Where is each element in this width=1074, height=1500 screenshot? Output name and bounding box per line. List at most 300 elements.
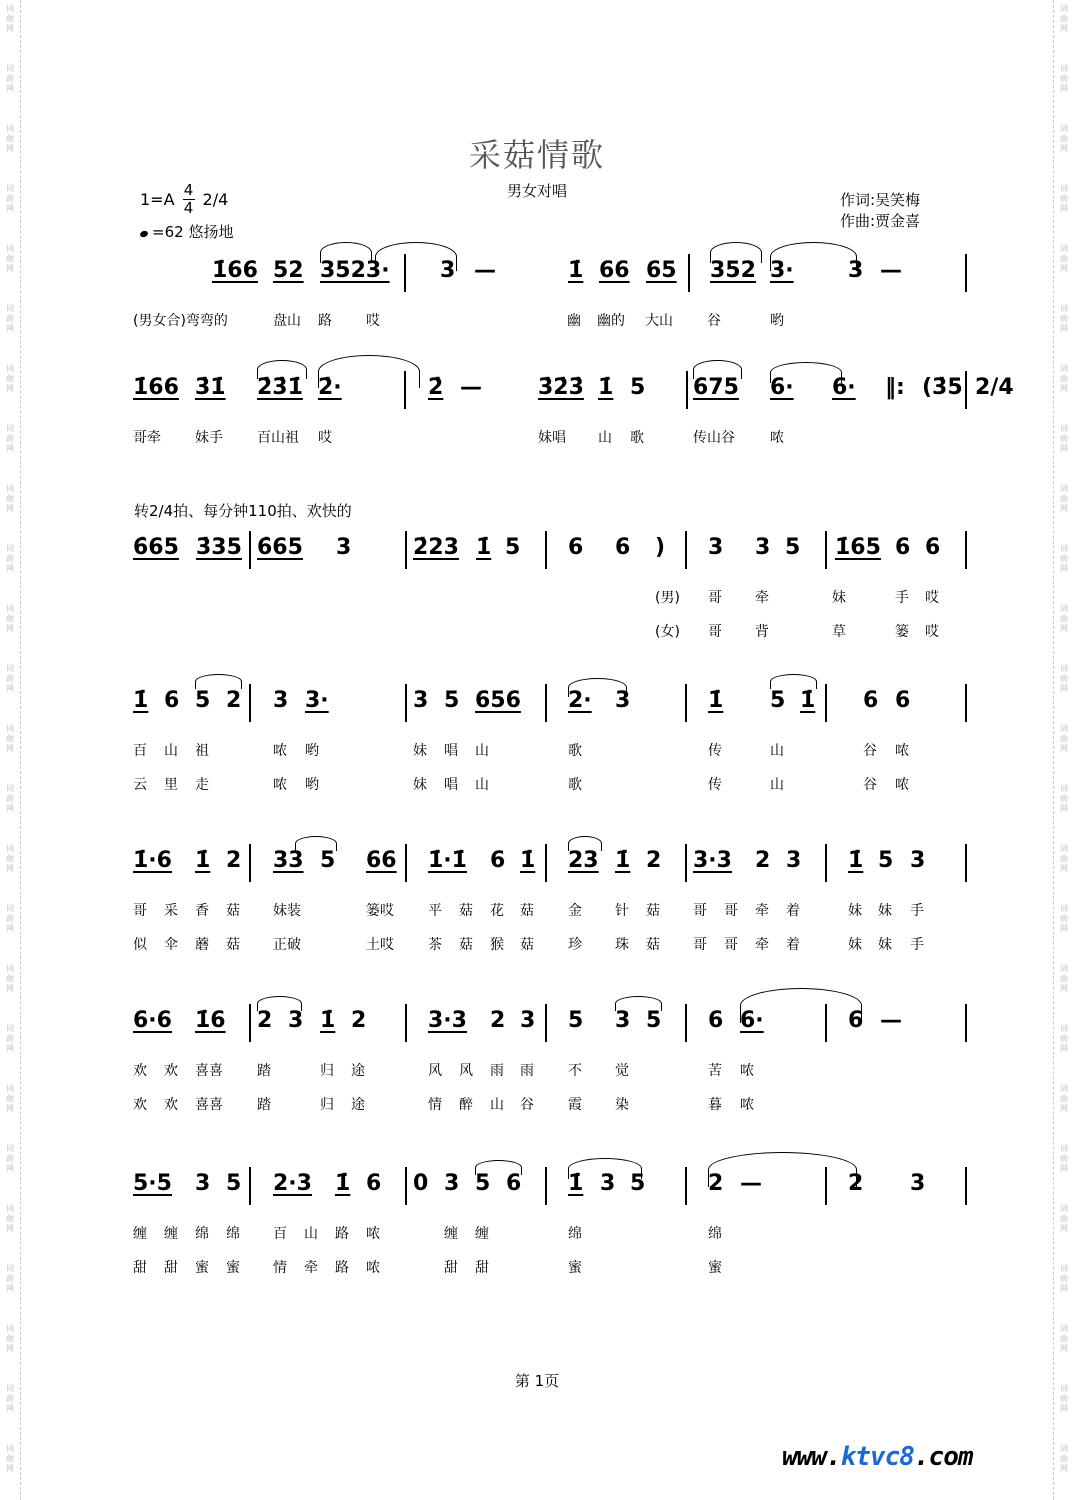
- lyric-syllable: 妹: [413, 777, 427, 793]
- lyric-syllable: 甜: [164, 1260, 178, 1276]
- lyric-syllable: 缠: [475, 1226, 489, 1242]
- bar-line: [965, 371, 967, 409]
- note-group: 5: [630, 1171, 646, 1196]
- watermark-text: 词 曲 网: [6, 1144, 14, 1173]
- slur-arc: [615, 996, 662, 1011]
- lyric-syllable: 雨: [520, 1063, 534, 1079]
- bar-line: [686, 371, 688, 409]
- bar-line: [545, 1167, 547, 1205]
- note-group: 3: [910, 1171, 926, 1196]
- lyric-syllable: 菇: [226, 937, 240, 953]
- credits: [840, 190, 920, 232]
- note-group: 3: [615, 688, 631, 713]
- lyric-syllable: 山: [475, 777, 489, 793]
- lyric-syllable: 采: [164, 903, 178, 919]
- watermark-text: 词 曲 网: [1060, 1084, 1068, 1113]
- note-group: 2·: [568, 688, 592, 713]
- lyric-syllable: 路: [335, 1260, 349, 1276]
- lyric-syllable: 走: [195, 777, 209, 793]
- lyric-syllable: 菇: [459, 937, 473, 953]
- watermark-text: 词 曲 网: [1060, 244, 1068, 273]
- watermark-text: 词 曲 网: [1060, 544, 1068, 573]
- lyric-syllable: 蜜: [568, 1260, 582, 1276]
- lyric-syllable: 哟: [305, 777, 319, 793]
- note-group: 5: [785, 535, 801, 560]
- watermark-text: 词 曲 网: [6, 784, 14, 813]
- note-group: 6: [708, 1008, 724, 1033]
- note-group: 5: [195, 688, 211, 713]
- note-group: 2: [755, 848, 771, 873]
- lyric-syllable: 情: [428, 1097, 442, 1113]
- lyric-syllable: 绵: [568, 1226, 582, 1242]
- lyric-syllable: 着: [786, 937, 800, 953]
- watermark-text: 词 曲 网: [1060, 124, 1068, 153]
- tempo-marking: =62 悠扬地: [140, 221, 233, 242]
- note-group: 1̇: [800, 688, 816, 713]
- bar-line: [688, 254, 690, 292]
- bar-line: [965, 254, 967, 292]
- lyric-syllable: 山: [770, 743, 784, 759]
- lyric-syllable: 百山祖: [257, 430, 299, 446]
- note-group: 6: [848, 1008, 864, 1033]
- watermark-text: 词 曲 网: [1060, 784, 1068, 813]
- lyric-syllable: 草: [832, 624, 846, 640]
- lyric-syllable: 手: [910, 937, 924, 953]
- watermark-text: 词 曲 网: [6, 1264, 14, 1293]
- lyric-syllable: 哟: [770, 313, 784, 329]
- note-group: 3: [600, 1171, 616, 1196]
- lyric-syllable: 哝: [273, 777, 287, 793]
- lyric-syllable: 路: [335, 1226, 349, 1242]
- note-group: 2̇·: [318, 375, 342, 400]
- note-group: 6: [925, 535, 941, 560]
- lyric-syllable: 谷: [863, 743, 877, 759]
- note-group: 6: [490, 848, 506, 873]
- lyric-syllable: 缠: [164, 1226, 178, 1242]
- lyric-syllable: 哎: [318, 430, 332, 446]
- watermark-text: 词 曲 网: [1060, 1264, 1068, 1293]
- lyric-syllable: 谷: [707, 313, 721, 329]
- note-group: ): [655, 535, 666, 560]
- lyric-syllable: 山: [164, 743, 178, 759]
- note-group: 1̇·6: [133, 848, 172, 873]
- watermark-text: 词 曲 网: [6, 544, 14, 573]
- lyric-syllable: 正破: [273, 937, 301, 953]
- composer-credit: 作曲:贾金喜: [840, 212, 921, 230]
- watermark-text: 词 曲 网: [6, 64, 14, 93]
- lyric-syllable: 甜: [444, 1260, 458, 1276]
- note-group: 66: [366, 848, 397, 873]
- note-group: 3: [786, 848, 802, 873]
- lyric-syllable: 哥: [133, 903, 147, 919]
- note-group: 6: [366, 1171, 382, 1196]
- bar-line: [545, 684, 547, 722]
- lyric-syllable: 背: [755, 624, 769, 640]
- note-group: —: [880, 258, 902, 283]
- note-group: 6·: [740, 1008, 764, 1033]
- bar-line: [405, 844, 407, 882]
- note-group: 2̇3̇1̇: [257, 375, 303, 400]
- lyric-syllable: 哝: [740, 1063, 754, 1079]
- bar-line: [249, 844, 251, 882]
- lyric-syllable: 欢: [164, 1097, 178, 1113]
- watermark-text: 词 曲 网: [1060, 64, 1068, 93]
- slur-arc: [318, 355, 420, 388]
- watermark-text: 词 曲 网: [6, 1444, 14, 1473]
- watermark-text: 词 曲 网: [1060, 4, 1068, 33]
- note-group: 1̇: [195, 848, 211, 873]
- lyric-syllable: 暮: [708, 1097, 722, 1113]
- lyric-syllable: 伞: [164, 937, 178, 953]
- note-group: 2: [257, 1008, 273, 1033]
- lyric-syllable: 茶: [428, 937, 442, 953]
- lyric-syllable: 祖: [195, 743, 209, 759]
- note-group: 3523·: [320, 258, 390, 283]
- note-group: 6: [506, 1171, 522, 1196]
- watermark-text: 词 曲 网: [6, 364, 14, 393]
- note-group: 3̇1̇: [195, 375, 226, 400]
- note-group: 352: [710, 258, 756, 283]
- lyric-syllable: 谷: [863, 777, 877, 793]
- lyric-syllable: 哥牵: [133, 430, 161, 446]
- lyric-syllable: 牵: [755, 903, 769, 919]
- lyric-syllable: 猴: [490, 937, 504, 953]
- lyric-syllable: 牵: [755, 937, 769, 953]
- slur-arc: [740, 988, 862, 1023]
- bar-line: [405, 684, 407, 722]
- bar-line: [249, 531, 251, 569]
- note-group: 3·: [770, 258, 794, 283]
- lyric-syllable: 哥: [724, 903, 738, 919]
- lyric-syllable: 哥: [693, 937, 707, 953]
- note-group: 5: [646, 1008, 662, 1033]
- lyric-syllable: 传: [708, 743, 722, 759]
- note-group: 5: [475, 1171, 491, 1196]
- note-group: 6: [895, 535, 911, 560]
- note-group: 1̇: [848, 848, 864, 873]
- lyric-syllable: 唱: [444, 743, 458, 759]
- note-group: 2̇23: [413, 535, 459, 560]
- watermark-text: 词 曲 网: [1060, 1204, 1068, 1233]
- watermark-text: 词 曲 网: [1060, 604, 1068, 633]
- lyric-syllable: 觉: [615, 1063, 629, 1079]
- note-group: 6·: [832, 375, 856, 400]
- slur-arc: [568, 678, 627, 697]
- lyric-syllable: 盘山: [273, 313, 301, 329]
- note-group: 3: [708, 535, 724, 560]
- lyric-syllable: 哥: [693, 903, 707, 919]
- note-group: 1̇: [568, 258, 584, 283]
- note-group: 23: [568, 848, 599, 873]
- bar-line: [545, 1004, 547, 1042]
- lyric-syllable: 欢: [133, 1063, 147, 1079]
- lyric-syllable: 缠: [444, 1226, 458, 1242]
- note-group: 1̇6: [195, 1008, 226, 1033]
- bar-line: [249, 684, 251, 722]
- lyric-syllable: 哥: [724, 937, 738, 953]
- note-group: 2: [848, 1171, 864, 1196]
- watermark-text: 词 曲 网: [6, 1024, 14, 1053]
- slur-arc: [770, 362, 842, 383]
- watermark-text: 词 曲 网: [1060, 1144, 1068, 1173]
- lyric-syllable: 妹装: [273, 903, 301, 919]
- lyric-syllable: (男): [655, 590, 680, 606]
- lyric-syllable: 哥: [708, 624, 722, 640]
- lyricist-credit: 作词:吴笑梅: [840, 191, 921, 209]
- note-group: ‖:: [885, 375, 905, 400]
- note-group: 3: [615, 1008, 631, 1033]
- note-group: 52: [273, 258, 304, 283]
- note-group: 6̇65: [133, 535, 179, 560]
- lyric-syllable: 传山谷: [693, 430, 735, 446]
- lyric-syllable: 牵: [304, 1260, 318, 1276]
- note-group: 1̇: [598, 375, 614, 400]
- watermark-text: 词 曲 网: [6, 724, 14, 753]
- lyric-syllable: 菇: [520, 903, 534, 919]
- lyric-syllable: 妹: [413, 743, 427, 759]
- note-group: 1̇: [133, 688, 149, 713]
- note-group: 3: [413, 688, 429, 713]
- bar-line: [405, 1004, 407, 1042]
- lyric-syllable: 手: [895, 590, 909, 606]
- lyric-syllable: 香: [195, 903, 209, 919]
- note-group: 2: [226, 848, 242, 873]
- bar-line: [545, 844, 547, 882]
- lyric-syllable: 山: [598, 430, 612, 446]
- lyric-syllable: 平: [428, 903, 442, 919]
- bar-line: [965, 531, 967, 569]
- lyric-syllable: 妹: [832, 590, 846, 606]
- lyric-syllable: 着: [786, 903, 800, 919]
- lyric-syllable: 哝: [366, 1226, 380, 1242]
- lyric-syllable: 染: [615, 1097, 629, 1113]
- slur-arc: [568, 1158, 642, 1179]
- note-group: —: [740, 1171, 762, 1196]
- note-group: (3̇5: [922, 375, 963, 400]
- note-group: 1̇: [520, 848, 536, 873]
- watermark-text: 词 曲 网: [1060, 1384, 1068, 1413]
- note-group: 3: [336, 535, 352, 560]
- slur-arc: [320, 242, 372, 263]
- note-group: 33: [273, 848, 304, 873]
- note-group: 1̇·1̇: [428, 848, 467, 873]
- lyric-syllable: 哥: [708, 590, 722, 606]
- note-group: 3: [520, 1008, 536, 1033]
- note-group: 3: [273, 688, 289, 713]
- slur-arc: [770, 674, 817, 689]
- note-group: 3̇35: [196, 535, 242, 560]
- lyric-syllable: 风: [428, 1063, 442, 1079]
- lyric-syllable: 篓哎: [366, 903, 394, 919]
- note-group: 5: [226, 1171, 242, 1196]
- lyric-syllable: (女): [655, 624, 680, 640]
- lyric-syllable: 哝: [273, 743, 287, 759]
- slur-arc: [710, 242, 762, 263]
- note-group: 6·6: [133, 1008, 172, 1033]
- bar-line: [405, 1167, 407, 1205]
- lyric-syllable: 里: [164, 777, 178, 793]
- bar-line: [685, 531, 687, 569]
- lyric-syllable: 菇: [226, 903, 240, 919]
- watermark-text: 词 曲 网: [1060, 1024, 1068, 1053]
- watermark-text: 词 曲 网: [6, 484, 14, 513]
- slur-arc: [257, 360, 307, 379]
- bar-line: [685, 684, 687, 722]
- note-group: 5·5: [133, 1171, 172, 1196]
- lyric-syllable: 途: [351, 1097, 365, 1113]
- lyric-syllable: 风: [459, 1063, 473, 1079]
- note-group: 3·3: [693, 848, 732, 873]
- bar-line: [825, 684, 827, 722]
- bar-line: [249, 1004, 251, 1042]
- lyric-syllable: 妹: [878, 903, 892, 919]
- lyric-syllable: 菇: [646, 937, 660, 953]
- watermark-text: 词 曲 网: [1060, 1444, 1068, 1473]
- lyric-syllable: 歌: [630, 430, 644, 446]
- note-group: 6: [615, 535, 631, 560]
- bar-line: [249, 1167, 251, 1205]
- slur-arc: [295, 836, 337, 851]
- lyric-syllable: 哎: [925, 624, 939, 640]
- lyric-syllable: 甜: [475, 1260, 489, 1276]
- note-group: 1̇: [476, 535, 492, 560]
- watermark-text: 词 曲 网: [6, 604, 14, 633]
- bar-line: [825, 844, 827, 882]
- note-group: 66: [599, 258, 630, 283]
- note-group: 5: [568, 1008, 584, 1033]
- lyric-syllable: 蘑: [195, 937, 209, 953]
- note-group: 2̇: [428, 375, 444, 400]
- lyric-syllable: 山: [490, 1097, 504, 1113]
- watermark-text: 词 曲 网: [1060, 484, 1068, 513]
- bar-line: [685, 1167, 687, 1205]
- bar-line: [965, 684, 967, 722]
- alt-time-signature: 2/4: [202, 190, 229, 209]
- slur-arc: [257, 996, 302, 1011]
- lyric-syllable: 大山: [645, 313, 673, 329]
- note-group: 1̇: [320, 1008, 336, 1033]
- lyric-syllable: 山: [304, 1226, 318, 1242]
- watermark-text: 词 曲 网: [1060, 1324, 1068, 1353]
- lyric-syllable: 不: [568, 1063, 582, 1079]
- lyric-syllable: 途: [351, 1063, 365, 1079]
- lyric-syllable: 菇: [520, 937, 534, 953]
- watermark-text: 词 曲 网: [1060, 904, 1068, 933]
- watermark-text: 词 曲 网: [1060, 964, 1068, 993]
- note-group: 2: [490, 1008, 506, 1033]
- note-group: 2·3: [273, 1171, 312, 1196]
- site-logo: www.ktvc8.com: [782, 1442, 973, 1472]
- note-group: 3: [195, 1171, 211, 1196]
- lyric-syllable: 哎: [366, 313, 380, 329]
- watermark-text: 词 曲 网: [6, 1204, 14, 1233]
- bar-line: [685, 844, 687, 882]
- lyric-syllable: 归: [320, 1097, 334, 1113]
- bar-line: [545, 531, 547, 569]
- lyric-syllable: 哝: [770, 430, 784, 446]
- lyric-syllable: 妹手: [195, 430, 223, 446]
- watermark-text: 词 曲 网: [6, 244, 14, 273]
- lyric-syllable: 歌: [568, 777, 582, 793]
- lyric-syllable: 喜喜: [195, 1097, 223, 1113]
- lyric-syllable: 云: [133, 777, 147, 793]
- lyric-syllable: 唱: [444, 777, 458, 793]
- watermark-text: 词 曲 网: [6, 664, 14, 693]
- note-group: 3: [444, 1171, 460, 1196]
- slur-arc: [770, 242, 857, 271]
- lyric-syllable: 珠: [615, 937, 629, 953]
- note-group: —: [474, 258, 496, 283]
- watermark-text: 词 曲 网: [6, 184, 14, 213]
- note-group: 3: [848, 258, 864, 283]
- watermark-text: 词 曲 网: [1060, 424, 1068, 453]
- lyric-syllable: 百: [273, 1226, 287, 1242]
- lyric-syllable: 哝: [366, 1260, 380, 1276]
- note-group: 1̇66: [212, 258, 258, 283]
- lyric-syllable: 蜜: [226, 1260, 240, 1276]
- lyric-syllable: 哝: [740, 1097, 754, 1113]
- watermark-text: 词 曲 网: [6, 4, 14, 33]
- slur-arc: [195, 674, 242, 689]
- note-group: 6: [863, 688, 879, 713]
- note-group: 1̇66: [133, 375, 179, 400]
- note-group: 5: [878, 848, 894, 873]
- lyric-syllable: 金: [568, 903, 582, 919]
- watermark-text: 词 曲 网: [6, 424, 14, 453]
- note-group: 1̇: [568, 1171, 584, 1196]
- note-group: 5: [630, 375, 646, 400]
- time-signature: $\frac{4}{4}$: [183, 181, 194, 217]
- lyric-syllable: 欢: [133, 1097, 147, 1113]
- note-group: —: [460, 375, 482, 400]
- lyric-syllable: 幽的: [597, 313, 625, 329]
- watermark-text: 词 曲 网: [1060, 844, 1068, 873]
- lyric-syllable: 牵: [755, 590, 769, 606]
- note-group: 5: [444, 688, 460, 713]
- bar-line: [825, 531, 827, 569]
- note-group: 656: [475, 688, 521, 713]
- note-group: 2: [226, 688, 242, 713]
- note-group: 6·: [770, 375, 794, 400]
- slur-arc: [475, 1160, 522, 1175]
- lyric-syllable: 蜜: [708, 1260, 722, 1276]
- lyric-syllable: 珍: [568, 937, 582, 953]
- note-group: 6̇65: [257, 535, 303, 560]
- note-group: 3̇2̇3̇: [538, 375, 584, 400]
- lyric-syllable: 踏: [257, 1097, 271, 1113]
- key-label: 1=A: [140, 190, 175, 209]
- lyric-syllable: 菇: [646, 903, 660, 919]
- lyric-syllable: 醉: [459, 1097, 473, 1113]
- lyric-syllable: 谷: [520, 1097, 534, 1113]
- lyric-syllable: 妹: [878, 937, 892, 953]
- note-group: 65: [646, 258, 677, 283]
- note-group: 5: [770, 688, 786, 713]
- lyric-syllable: 甜: [133, 1260, 147, 1276]
- lyric-syllable: 菇: [459, 903, 473, 919]
- note-group: 1̇: [708, 688, 724, 713]
- note-group: 5: [505, 535, 521, 560]
- slur-arc: [568, 836, 602, 851]
- bar-line: [685, 1004, 687, 1042]
- watermark-text: 词 曲 网: [6, 904, 14, 933]
- lyric-syllable: 妹: [848, 903, 862, 919]
- lyric-syllable: 欢: [164, 1063, 178, 1079]
- lyric-syllable: 绵: [226, 1226, 240, 1242]
- lyric-syllable: 踏: [257, 1063, 271, 1079]
- lyric-syllable: 山: [770, 777, 784, 793]
- watermark-text: 词 曲 网: [1060, 364, 1068, 393]
